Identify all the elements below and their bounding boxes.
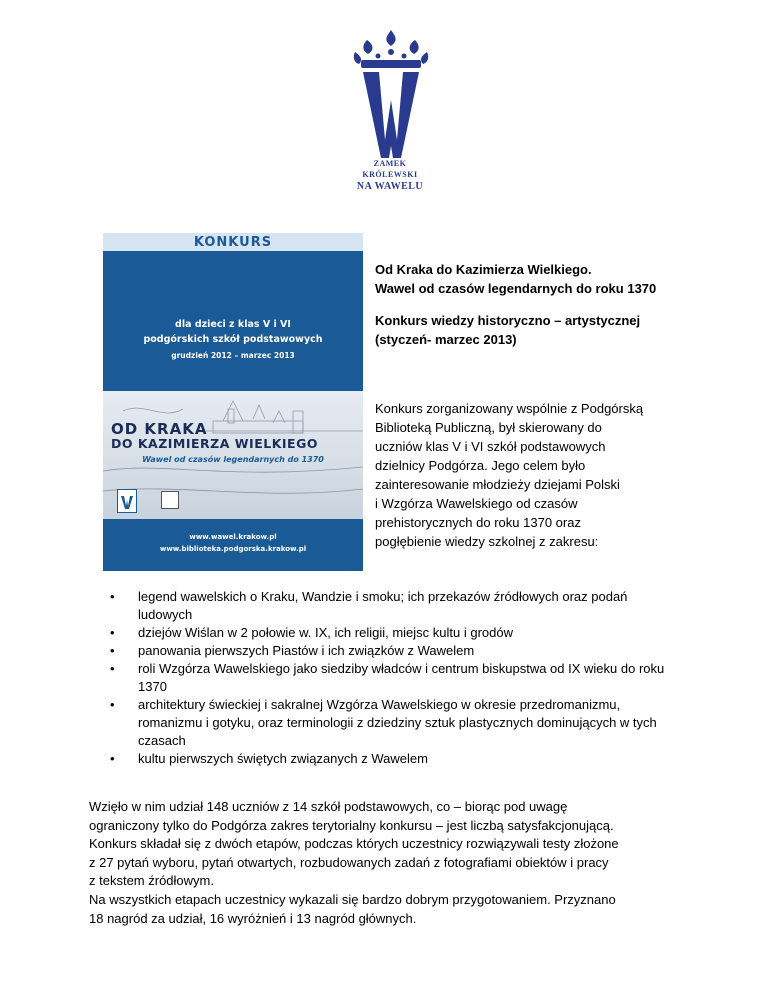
list-item [106, 642, 676, 660]
intro-line: i Wzgórza Wawelskiego od czasów [375, 496, 578, 511]
list-item [106, 588, 676, 624]
intro-line: pogłębienie wiedzy szkolnej z zakresu: [375, 534, 599, 549]
poster-subtitle: Wawel od czasów legendarnych do 1370 [142, 455, 324, 464]
bullet-icon: • [110, 697, 115, 712]
list-item [106, 660, 676, 696]
bullet-icon: • [110, 751, 115, 766]
list-item-text: dziejów Wiślan w 2 połowie w. IX, ich religii, miejsc kultu i grodów [138, 625, 513, 640]
intro-line: Biblioteką Publiczną, był skierowany do [375, 420, 602, 435]
summary-line: z 27 pytań wyboru, pytań otwartych, rozbudowanych zadań z fotografiami obiektów i pracy [89, 854, 609, 870]
summary-line: Wzięło w nim udział 148 uczniów z 14 szkół podstawowych, co – biorąc pod uwagę [89, 799, 568, 814]
poster-url2: www.biblioteka.podgorska.krakow.pl [159, 545, 307, 553]
contest-poster [103, 233, 363, 571]
list-item-text: roli Wzgórza Wawelskiego jako siedziby władców i centrum biskupstwa od IX wieku do roku 1370 [138, 661, 665, 694]
summary-line: Na wszystkich etapach uczestnicy wykazali się bardzo dobrym przygotowaniem. Przyznano [89, 891, 616, 907]
logo-text [330, 158, 450, 194]
intro-line: Konkurs zorganizowany wspólnie z Podgórską [375, 401, 644, 416]
poster-title2: DO KAZIMIERZA WIELKIEGO [111, 436, 318, 451]
bullet-icon: • [110, 643, 115, 658]
title-line1: Od Kraka do Kazimierza Wielkiego. [375, 262, 592, 277]
summary-paragraph [89, 798, 679, 928]
bullet-icon: • [110, 589, 115, 604]
subtitle-line1: Konkurs wiedzy historyczno – artystycznej [375, 313, 641, 328]
poster-line3: grudzień 2012 – marzec 2013 [171, 351, 295, 360]
poster-wawel-logo-small [117, 489, 137, 513]
intro-line: prehistorycznych do roku 1370 oraz [375, 515, 581, 530]
logo-line2: KRÓLEWSKI [362, 170, 418, 179]
poster-header: KONKURS [193, 235, 273, 250]
topics-list [106, 588, 676, 768]
poster-line1: dla dzieci z klas V i VI [175, 319, 291, 330]
summary-line: z tekstem źródłowym. [89, 873, 214, 889]
list-item-text: kultu pierwszych świętych związanych z Wawelem [138, 751, 428, 766]
logo-line3: NA WAWELU [356, 181, 424, 192]
list-item [106, 696, 676, 750]
intro-line: uczniów klas V i VI szkół podstawowych [375, 439, 606, 454]
list-item-text: legend wawelskich o Kraku, Wandzie i smoku; ich przekazów źródłowych oraz podań ludowych [138, 589, 628, 622]
list-item-text: architektury świeckiej i sakralnej Wzgórza Wawelskiego w okresie przedromanizmu, romanizmu i gotyku, oraz terminologii z dziedziny sztuk plastycznych dominujących w tych czasach [138, 697, 657, 748]
list-item [106, 750, 676, 768]
title-line2: Wawel od czasów legendarnych do roku 1370 [375, 281, 657, 296]
poster-library-logo [161, 491, 179, 509]
summary-line: 18 nagród za udział, 16 wyróżnień i 13 nagród głównych. [89, 910, 417, 926]
poster-url1: www.wawel.krakow.pl [189, 533, 277, 541]
intro-line: zainteresowanie młodzieży dziejami Polski [375, 477, 620, 492]
subtitle-line2: (styczeń- marzec 2013) [375, 332, 517, 347]
poster-title1: OD KRAKA [111, 420, 208, 438]
intro-line: dzielnicy Podgórza. Jego celem było [375, 458, 586, 473]
poster-line2: podgórskich szkół podstawowych [143, 334, 323, 345]
logo-line1: ZAMEK [373, 159, 407, 168]
list-item-text: panowania pierwszych Piastów i ich związków z Wawelem [138, 643, 475, 658]
summary-line: ograniczony tylko do Podgórza zakres terytorialny konkursu – jest liczbą satysfakcjonującą. [89, 817, 614, 833]
summary-line: Konkurs składał się z dwóch etapów, podczas których uczestnicy rozwiązywali testy złożone [89, 836, 619, 852]
bullet-icon: • [110, 625, 115, 640]
list-item [106, 624, 676, 642]
bullet-icon: • [110, 661, 115, 676]
